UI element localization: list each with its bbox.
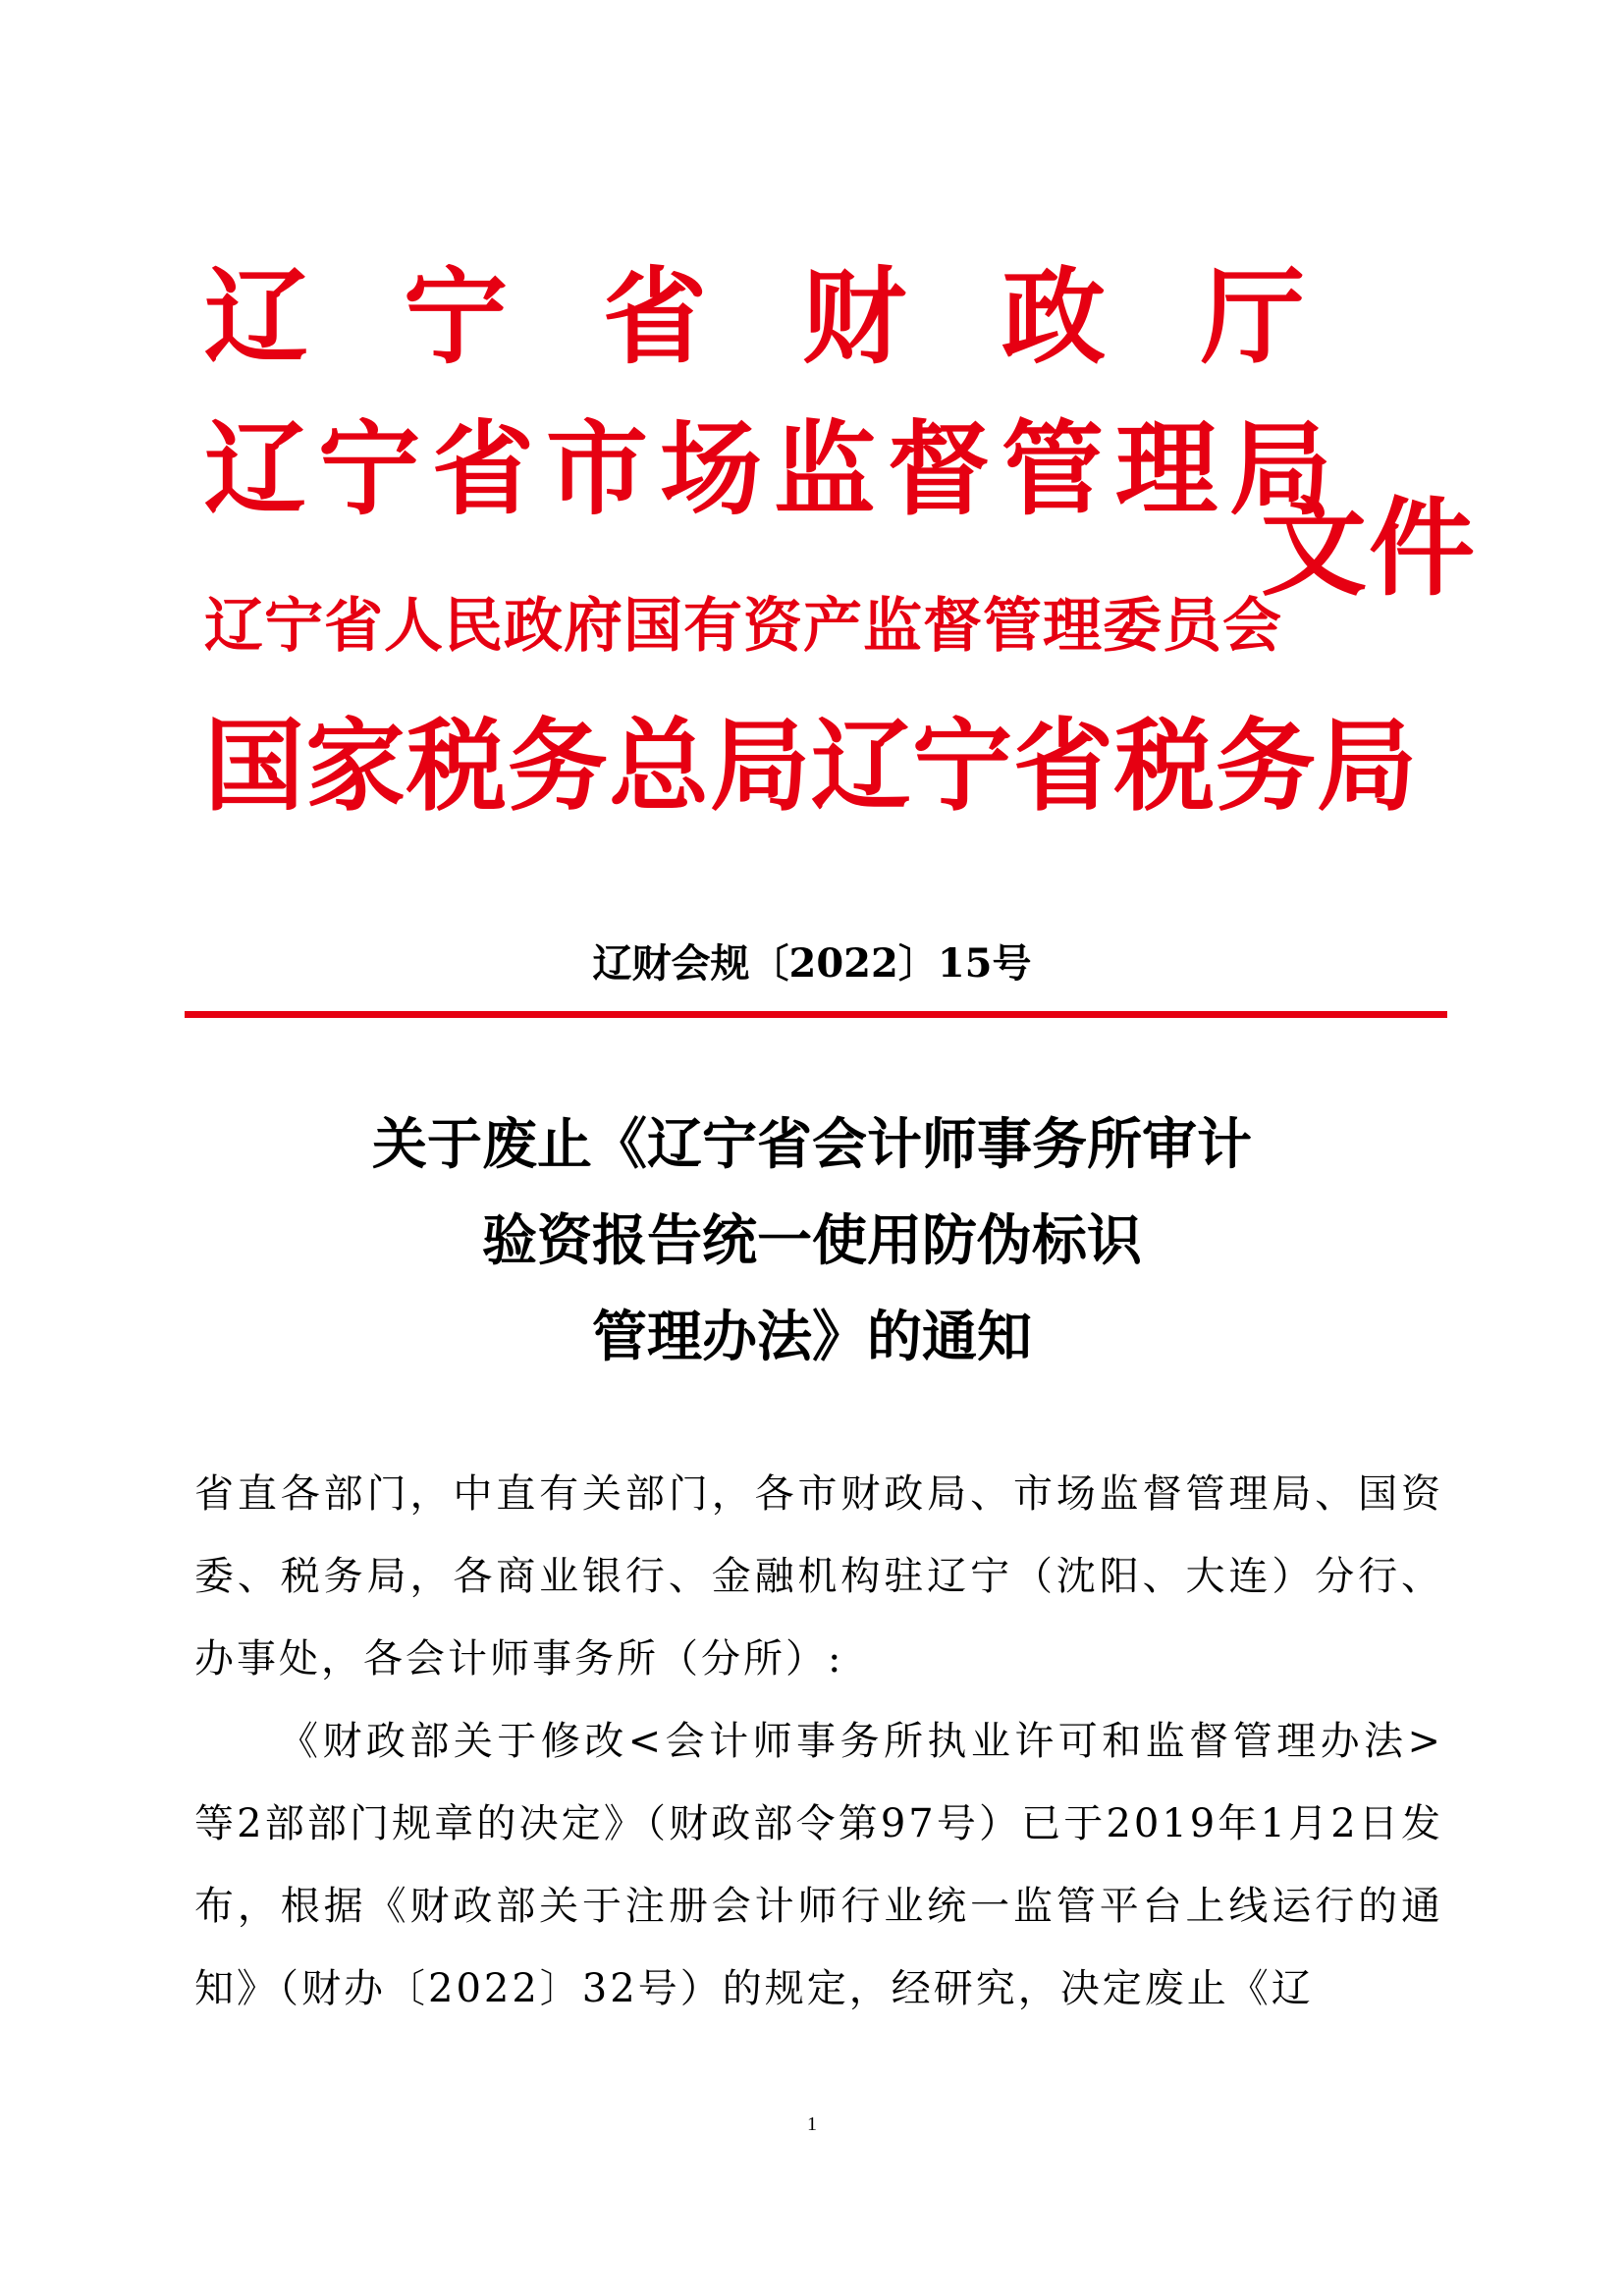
document-suffix: 文件 xyxy=(1261,488,1478,611)
document-title xyxy=(0,1097,1624,1386)
agency-name-finance: 辽宁省财政厅 xyxy=(204,257,1400,378)
title-line-1: 关于废止《辽宁省会计师事务所审计 xyxy=(372,1113,1252,1177)
red-divider xyxy=(185,1011,1447,1018)
body-paragraph-1: 《财政部关于修改<会计师事务所执业许可和监督管理办法>等2部部门规章的决定》（财政部令第97号）已于2019年1月2日发布，根据《财政部关于注册会计师行业统一监管平台上线运行的通知》（财办〔2022〕32号）的规定，经研究，决定废止《辽 xyxy=(194,1719,1443,2011)
title-line-3: 管理办法》的通知 xyxy=(592,1306,1032,1369)
document-number: 辽财会规〔2022〕15号 xyxy=(592,940,1032,987)
page-number: 1 xyxy=(807,2113,817,2135)
title-line-2: 验资报告统一使用防伪标识 xyxy=(482,1209,1142,1273)
salutation: 省直各部门，中直有关部门，各市财政局、市场监督管理局、国资委、税务局，各商业银行、金融机构驻辽宁（沈阳、大连）分行、办事处，各会计师事务所（分所）: xyxy=(194,1471,1443,1682)
agency-name-tax: 国家税务总局辽宁省税务局 xyxy=(204,709,1418,826)
agency-name-sasac: 辽宁省人民政府国有资产监督管理委员会 xyxy=(204,592,1282,661)
agency-name-market-regulation: 辽宁省市场监督管理局 xyxy=(204,409,1344,529)
